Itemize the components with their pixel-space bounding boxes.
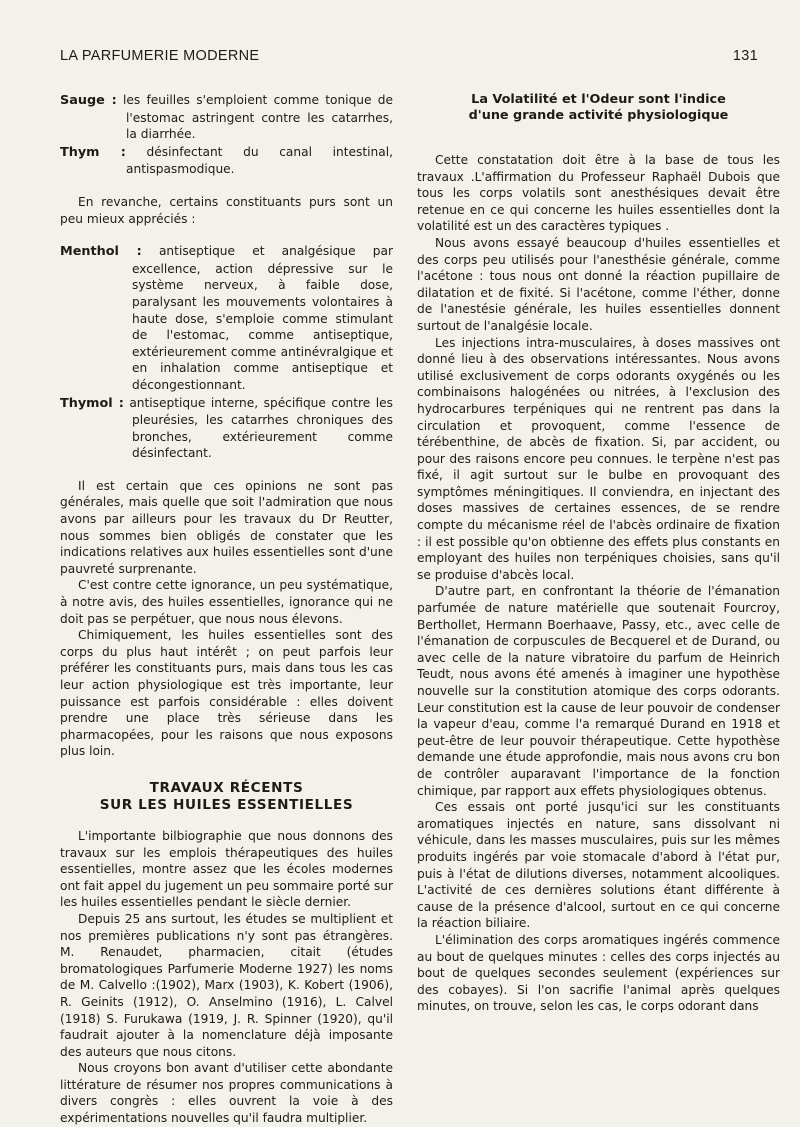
definition-text: les feuilles s'emploient comme tonique de l'estomac astringent contre les catarrhes, la diarrhée. bbox=[123, 93, 394, 142]
subsection-heading-line: d'une grande activité physiologique bbox=[468, 108, 729, 123]
definition-menthol bbox=[60, 243, 393, 393]
definition-text: antiseptique interne, spécifique contre les pleurésies, les catarrhes chroniques des bronches, extérieurement comme désinfectant. bbox=[129, 395, 393, 461]
section-heading-line: TRAVAUX RÉCENTS bbox=[149, 779, 304, 796]
definition-sauge bbox=[60, 92, 393, 143]
paragraph: Nous avons essayé beaucoup d'huiles essentielles et des corps peu utilisés pour l'anesthésie générale, comme l'acétone : tous nous ont donné la réaction pupillaire de dilatation et de fixité. Si l'acétone, comme l'éther, donne de l'anestésie générale, les huiles essentielles donnent surtout de l'analgésie locale. bbox=[417, 235, 780, 333]
definition-term: Menthol : bbox=[60, 244, 142, 260]
left-column bbox=[60, 92, 393, 1127]
subsection-heading bbox=[417, 92, 780, 124]
paragraph: Les injections intra-musculaires, à doses massives ont donné lieu à des observations intéressantes. Nous avons utilisé exclusivement de corps odorants oxygénés ou les combinaisons halogénées ou nitrées, à l'exclusion des hydrocarbures terpéniques qui ne rentrent pas dans la circulation et provoquent, comme l'essence de térébenthine, de abcès de fixation. Si, par accident, ou pour des raisons encore peu connues. le terpène n'est pas fixé, il agit surtout sur le bulbe en provoquant des symptômes méningitiques. Il conviendra, en injectant des doses massives de certaines essences, de se rendre compte du mécanisme réel de l'abcès ordinaire de fixation : il est possible qu'on obtienne des effets plus constants en employant des huiles non terpéniques choisies, sans qu'il se produise d'abcès local. bbox=[417, 335, 780, 582]
section-heading bbox=[60, 780, 393, 814]
section-heading-line: SUR LES HUILES ESSENTIELLES bbox=[99, 796, 354, 813]
subsection-heading-line: La Volatilité et l'Odeur sont l'indice bbox=[471, 92, 726, 107]
paragraph: L'élimination des corps aromatiques ingérés commence au bout de quelques minutes : celles des corps injectés au bout de quelques secondes seulement (expériences sur des cobayes). Si l'on sacrifie l'animal après quelques minutes, on trouve, selon les cas, le corps odorant dans bbox=[417, 932, 780, 1014]
definition-text: antiseptique et analgésique par excellence, action dépressive sur le système nerveux, à faible dose, paralysant les mouvements volontaires à haute dose, s'emploie comme stimulant de l'estomac, comme antiseptique, extérieurement comme antinévralgique et en inhalation comme antiseptique et décongestionnant. bbox=[132, 244, 393, 392]
paragraph: L'importante bilbiographie que nous donnons des travaux sur les emplois thérapeutiques des huiles essentielles, montre assez que les écoles modernes ont fait appel du jugement un peu sommaire porté sur les huiles essentielles pendant le siècle dernier. bbox=[60, 828, 393, 910]
paragraph: Chimiquement, les huiles essentielles sont des corps du plus haut intérêt ; on peut parfois leur préférer les constituants purs, mais dans tous les cas leur action physiologique est très importante, leur puissance est parfois considérable : elles doivent prendre une place très sérieuse dans les pharmacopées, pour les raisons que nous exposons plus loin. bbox=[60, 628, 393, 759]
definition-thymol bbox=[60, 395, 393, 462]
paragraph: Depuis 25 ans surtout, les études se multiplient et nos premières publications n'y sont pas étrangères. M. Renaudet, pharmacien, citait (études bromatologiques Parfumerie Moderne 1927) les noms de M. Calvello :(1902), Marx (1903), K. Kobert (1906), R. Geinits (1912), O. Anselmino (1916), L. Calvel (1918) S. Furukawa (1919, J. R. Spinner (1920), qu'il faudrait ajouter à la nomenclature déjà imposante des auteurs que nous citons. bbox=[60, 911, 393, 1059]
intro-paragraph: En revanche, certains constituants purs sont un peu mieux appréciés : bbox=[60, 194, 393, 226]
paragraph: Ces essais ont porté jusqu'ici sur les constituants aromatiques injectés en nature, sans dissolvant ni véhicule, dans les masses musculaires, puis sur les mêmes produits ingérés par voie stomacale d'abord à l'état pur, puis à l'état de dilutions diverses, notamment alcooliques. L'activité de ces dernières solutions étant différente à cause de la présence d'alcool, surtout en ce qui concerne la réaction biliaire. bbox=[417, 800, 780, 931]
running-header bbox=[60, 48, 758, 66]
definition-text: désinfectant du canal intestinal, antispasmodique. bbox=[126, 144, 393, 177]
definition-thym bbox=[60, 144, 393, 178]
journal-title: LA PARFUMERIE MODERNE bbox=[60, 48, 260, 64]
definition-term: Thymol : bbox=[60, 395, 124, 411]
paragraph: D'autre part, en confrontant la théorie de l'émanation parfumée de nature matérielle que soutenait Fourcroy, Berthollet, Hermann Boerhaave, Passy, etc., avec celle de l'émanation de corpuscules de Becquerel et de Durand, ou avec celle de la nature vibratoire du parfum de Heinrich Teudt, nous avons été amenés à imaginer une hypothèse nouvelle sur la constitution atomique des corps odorants. Leur constitution est la cause de leur pouvoir de condenser la vapeur d'eau, comme l'a remarqué Durand en 1918 et peut-être de leur pouvoir thérapeutique. Cette hypothèse demande une étude approfondie, mais nous avons cru bon de contrôler auparavant l'importance de la fonction chimique, par rapport aux effets physiologiques obtenus. bbox=[417, 584, 780, 798]
paragraph: C'est contre cette ignorance, un peu systématique, à notre avis, des huiles essentielles, ignorance qui ne doit pas se perpétuer, que nous nous élevons. bbox=[60, 578, 393, 626]
paragraph: Cette constatation doit être à la base de tous les travaux .L'affirmation du Professeur Raphaël Dubois que tous les corps volatils sont anesthésiques devait être retenue en ce qui concerne les huiles essentielles dont la volatilité est un des caractères typiques . bbox=[417, 153, 780, 234]
definition-term: Thym : bbox=[60, 144, 126, 160]
definition-term: Sauge : bbox=[60, 93, 117, 108]
paragraph: Nous croyons bon avant d'utiliser cette abondante littérature de résumer nos propres communications à divers congrès : elles ouvrent la voie à des expérimentations nouvelles qu'il faudra multiplier. bbox=[60, 1061, 393, 1126]
paragraph: Il est certain que ces opinions ne sont pas générales, mais quelle que soit l'admiration que nous avons par ailleurs pour les travaux du Dr Reutter, nous sommes bien obligés de constater que les indications relatives aux huiles essentielles sont d'une pauvreté surprenante. bbox=[60, 478, 393, 576]
right-column bbox=[417, 92, 780, 1015]
page-number: 131 bbox=[732, 48, 758, 64]
